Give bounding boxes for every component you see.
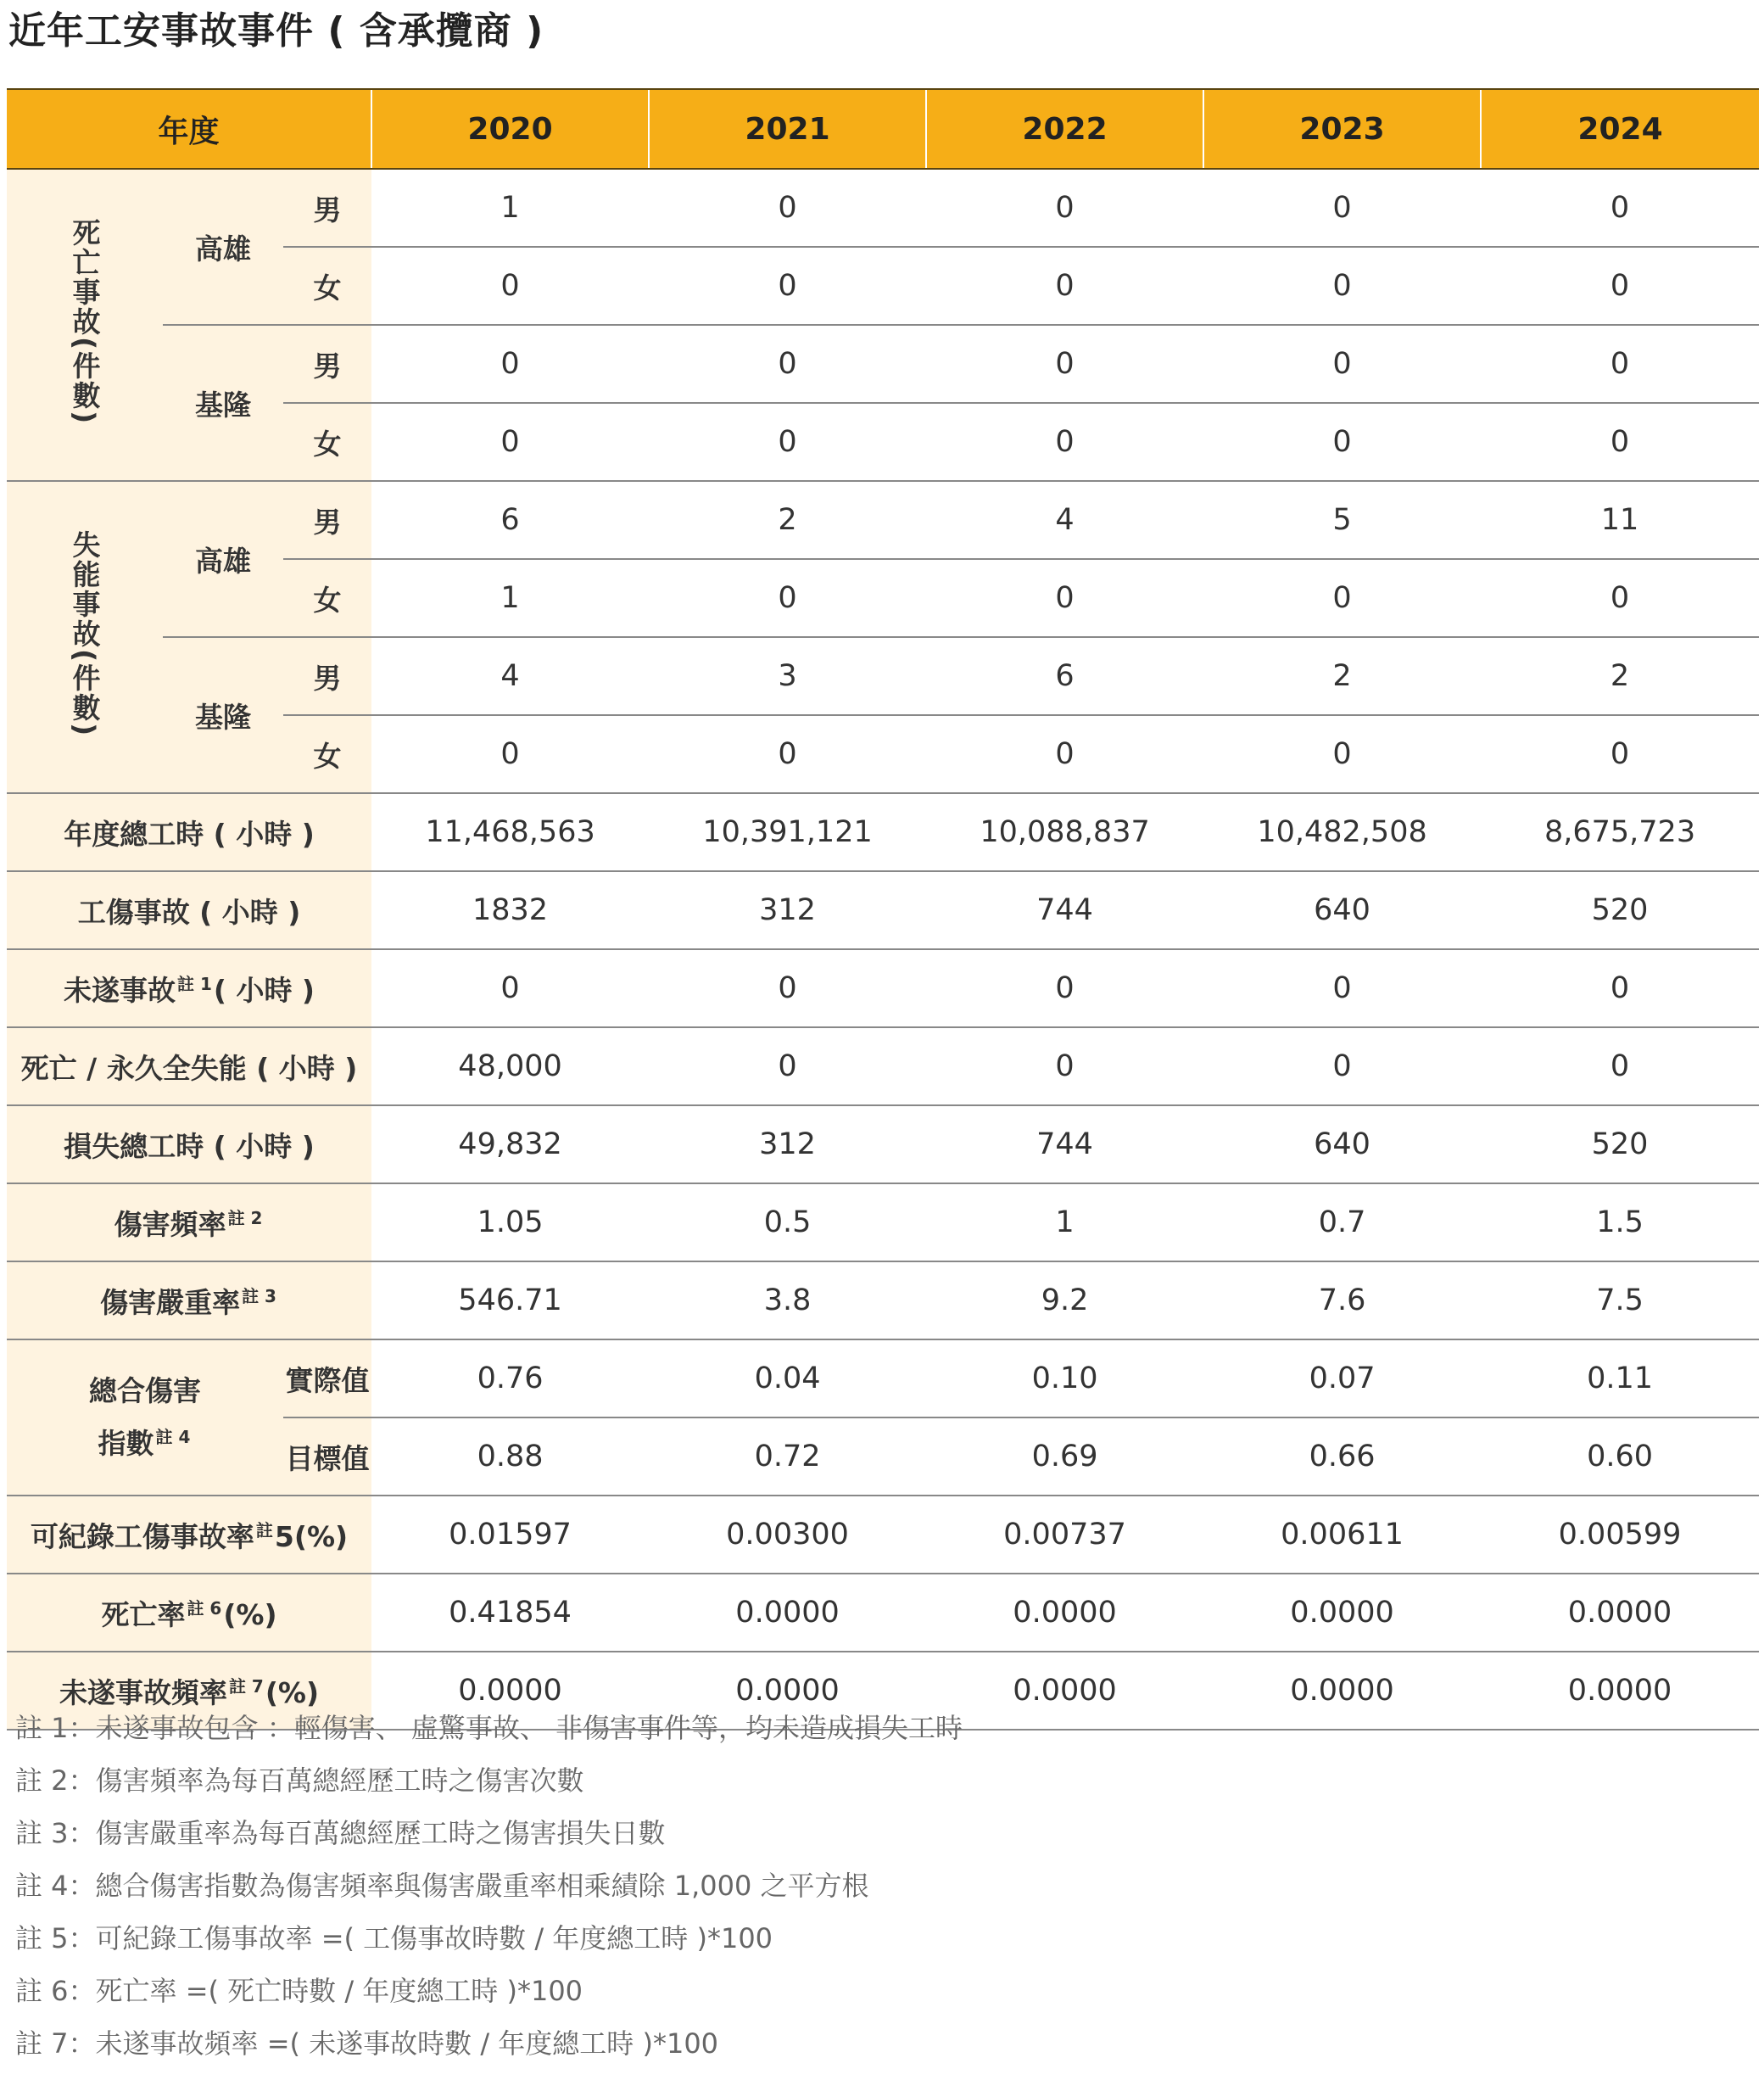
header-year: 2020 — [371, 89, 649, 169]
table-cell: 10,391,121 — [649, 793, 926, 871]
header-row — [7, 89, 1759, 169]
table-cell: 3 — [649, 637, 926, 715]
table-cell: 0.69 — [926, 1417, 1203, 1496]
table-cell: 0 — [926, 559, 1203, 637]
row-label — [7, 1261, 371, 1339]
table-cell: 1.05 — [371, 1183, 649, 1261]
table-cell: 744 — [926, 1105, 1203, 1183]
table-cell: 0 — [371, 715, 649, 793]
table-cell: 6 — [371, 481, 649, 559]
table-cell: 0 — [1203, 949, 1481, 1027]
table-cell: 3.8 — [649, 1261, 926, 1339]
table-cell: 0.72 — [649, 1417, 926, 1496]
table-cell: 0.0000 — [926, 1574, 1203, 1652]
table-cell: 11 — [1481, 481, 1759, 559]
table-cell: 0 — [1203, 559, 1481, 637]
footnote-ref: 註 3 — [242, 1285, 276, 1306]
row-label-unit: (%) — [223, 1597, 277, 1631]
table-cell: 10,482,508 — [1203, 793, 1481, 871]
footnote: 註 4：總合傷害指數為傷害頻率與傷害嚴重率相乘績除 1,000 之平方根 — [15, 1870, 869, 1902]
table-cell: 0 — [649, 559, 926, 637]
table-cell: 0.0000 — [649, 1652, 926, 1730]
table-cell: 0.11 — [1481, 1339, 1759, 1417]
gender-label: 女 — [283, 715, 371, 793]
row-label — [7, 1183, 371, 1261]
footnote: 註 6：死亡率 =( 死亡時數 / 年度總工時 )*100 — [15, 1975, 583, 2007]
table-cell: 0 — [1481, 247, 1759, 325]
table-cell: 0 — [1203, 247, 1481, 325]
gender-label: 男 — [283, 169, 371, 247]
table-cell: 1 — [371, 169, 649, 247]
gender-label: 男 — [283, 637, 371, 715]
table-row — [7, 481, 1759, 559]
table-cell: 0 — [371, 403, 649, 481]
table-cell: 4 — [926, 481, 1203, 559]
row-label-text: 可紀錄工傷事故率 — [30, 1519, 254, 1553]
table-cell: 744 — [926, 871, 1203, 949]
row-label: 死亡 / 永久全失能 ( 小時 ) — [7, 1027, 371, 1105]
table-cell: 312 — [649, 871, 926, 949]
table-cell: 0 — [926, 1027, 1203, 1105]
gender-label: 女 — [283, 247, 371, 325]
footnote-ref: 註 — [255, 1519, 273, 1540]
fsi-label — [7, 1339, 283, 1496]
table-cell: 0 — [371, 949, 649, 1027]
footnote-ref: 註 4 — [155, 1427, 191, 1447]
table-cell: 0 — [926, 715, 1203, 793]
table-cell: 0 — [1481, 403, 1759, 481]
row-label — [7, 1496, 371, 1574]
table-cell: 0.07 — [1203, 1339, 1481, 1417]
table-cell: 0 — [1481, 325, 1759, 403]
table-row — [7, 325, 1759, 403]
gender-label: 男 — [283, 481, 371, 559]
table-cell: 0.04 — [649, 1339, 926, 1417]
footnotes — [15, 1702, 963, 2070]
table-cell: 49,832 — [371, 1105, 649, 1183]
row-label-unit: (%) — [265, 1675, 320, 1709]
table-row — [7, 1105, 1759, 1183]
table-row — [7, 1261, 1759, 1339]
table-cell: 0 — [1481, 715, 1759, 793]
table-cell: 0 — [649, 247, 926, 325]
table-cell: 0.88 — [371, 1417, 649, 1496]
table-cell: 0 — [1481, 559, 1759, 637]
table-row — [7, 1574, 1759, 1652]
table-cell: 1 — [926, 1183, 1203, 1261]
header-year-label: 年度 — [7, 89, 371, 169]
table-cell: 0.00300 — [649, 1496, 926, 1574]
footnote: 註 1：未遂事故包含 ：輕傷害、 虛驚事故、 非傷害事件等，均未造成損失工時 — [15, 1712, 963, 1744]
header-year: 2023 — [1203, 89, 1481, 169]
table-cell: 11,468,563 — [371, 793, 649, 871]
footnote: 註 2：傷害頻率為每百萬總經歷工時之傷害次數 — [15, 1764, 584, 1797]
table-cell: 640 — [1203, 871, 1481, 949]
gender-label: 男 — [283, 325, 371, 403]
footnote-ref: 註 7 — [228, 1675, 264, 1697]
table-cell: 0 — [649, 169, 926, 247]
fsi-actual-label: 實際值 — [283, 1339, 371, 1417]
table-cell: 0 — [1203, 169, 1481, 247]
table-row — [7, 949, 1759, 1027]
table-cell: 312 — [649, 1105, 926, 1183]
table-cell: 1.5 — [1481, 1183, 1759, 1261]
footnote-ref: 註 6 — [187, 1597, 222, 1619]
table-cell: 0 — [371, 247, 649, 325]
table-cell: 0.0000 — [1481, 1574, 1759, 1652]
table-cell: 520 — [1481, 871, 1759, 949]
header-year: 2021 — [649, 89, 926, 169]
table-cell: 0 — [1203, 1027, 1481, 1105]
footnote-ref: 註 2 — [227, 1207, 263, 1228]
table-cell: 0.7 — [1203, 1183, 1481, 1261]
row-label — [7, 1574, 371, 1652]
table-cell: 0 — [1203, 715, 1481, 793]
table-cell: 0 — [1203, 325, 1481, 403]
row-label: 工傷事故 ( 小時 ) — [7, 871, 371, 949]
table-cell: 0 — [1481, 1027, 1759, 1105]
table-cell: 0 — [649, 1027, 926, 1105]
footnote: 註 5：可紀錄工傷事故率 =( 工傷事故時數 / 年度總工時 )*100 — [15, 1922, 773, 1954]
site-label: 高雄 — [163, 169, 283, 325]
table-cell: 0.00599 — [1481, 1496, 1759, 1574]
table-row — [7, 1496, 1759, 1574]
table-cell: 0.66 — [1203, 1417, 1481, 1496]
header-year: 2022 — [926, 89, 1203, 169]
table-cell: 0.10 — [926, 1339, 1203, 1417]
group-label-disabling — [7, 481, 163, 793]
site-label: 高雄 — [163, 481, 283, 637]
table-cell: 0.00737 — [926, 1496, 1203, 1574]
table-cell: 0.0000 — [926, 1652, 1203, 1730]
table-cell: 0 — [649, 949, 926, 1027]
table-cell: 0.0000 — [649, 1574, 926, 1652]
table-cell: 0.41854 — [371, 1574, 649, 1652]
table-cell: 7.5 — [1481, 1261, 1759, 1339]
table-cell: 4 — [371, 637, 649, 715]
table-row — [7, 637, 1759, 715]
table-cell: 6 — [926, 637, 1203, 715]
gender-label: 女 — [283, 559, 371, 637]
row-label-unit: 5(%) — [274, 1519, 349, 1553]
row-label-text: 傷害嚴重率 — [100, 1285, 241, 1319]
table-cell: 640 — [1203, 1105, 1481, 1183]
table-cell: 0.5 — [649, 1183, 926, 1261]
header-year: 2024 — [1481, 89, 1759, 169]
table-cell: 0 — [926, 949, 1203, 1027]
table-row — [7, 169, 1759, 247]
group-label-text: 死亡事故(件數) — [68, 217, 102, 426]
row-label: 損失總工時 ( 小時 ) — [7, 1105, 371, 1183]
table-cell: 546.71 — [371, 1261, 649, 1339]
table-cell: 0.01597 — [371, 1496, 649, 1574]
table-cell: 48,000 — [371, 1027, 649, 1105]
row-label — [7, 949, 371, 1027]
site-label: 基隆 — [163, 325, 283, 481]
table-cell: 0 — [649, 325, 926, 403]
table-cell: 0 — [649, 715, 926, 793]
row-label-text: 死亡率 — [101, 1597, 186, 1631]
page-title: 近年工安事故事件 ( 含承攬商 ) — [8, 9, 544, 53]
group-label-fatal — [7, 169, 163, 481]
table-cell: 0.0000 — [1203, 1574, 1481, 1652]
gender-label: 女 — [283, 403, 371, 481]
table-cell: 5 — [1203, 481, 1481, 559]
row-label-text: 傷害頻率 — [114, 1207, 226, 1241]
table-row — [7, 1339, 1759, 1417]
table-cell: 0 — [1481, 949, 1759, 1027]
table-cell: 7.6 — [1203, 1261, 1481, 1339]
table-row — [7, 1183, 1759, 1261]
table-cell: 0.0000 — [1203, 1652, 1481, 1730]
table-cell: 1832 — [371, 871, 649, 949]
table-row — [7, 793, 1759, 871]
fsi-label-line2: 指數 — [98, 1427, 154, 1460]
table-row — [7, 1027, 1759, 1105]
table-cell: 0 — [649, 403, 926, 481]
fsi-target-label: 目標值 — [283, 1417, 371, 1496]
row-label-unit: ( 小時 ) — [213, 973, 315, 1007]
table-cell: 0.0000 — [371, 1652, 649, 1730]
group-label-text: 失能事故(件數) — [68, 529, 102, 738]
table-cell: 2 — [1481, 637, 1759, 715]
table-cell: 0.76 — [371, 1339, 649, 1417]
row-label-text: 未遂事故 — [63, 973, 176, 1007]
table-cell: 0 — [1203, 403, 1481, 481]
table-cell: 520 — [1481, 1105, 1759, 1183]
row-label: 年度總工時 ( 小時 ) — [7, 793, 371, 871]
table-cell: 0 — [926, 403, 1203, 481]
table-cell: 10,088,837 — [926, 793, 1203, 871]
table-cell: 0 — [926, 169, 1203, 247]
fsi-label-line1: 總合傷害 — [89, 1374, 201, 1407]
row-label-text: 未遂事故頻率 — [59, 1675, 227, 1709]
table-cell: 9.2 — [926, 1261, 1203, 1339]
table-cell: 0.0000 — [1481, 1652, 1759, 1730]
table-cell: 0 — [926, 325, 1203, 403]
footnote: 註 3：傷害嚴重率為每百萬總經歷工時之傷害損失日數 — [15, 1817, 666, 1849]
footnote: 註 7：未遂事故頻率 =( 未遂事故時數 / 年度總工時 )*100 — [15, 2027, 719, 2060]
table-cell: 2 — [649, 481, 926, 559]
table-row — [7, 871, 1759, 949]
site-label: 基隆 — [163, 637, 283, 793]
table-cell: 0.60 — [1481, 1417, 1759, 1496]
table-cell: 0 — [371, 325, 649, 403]
table-cell: 0 — [926, 247, 1203, 325]
safety-incident-table — [7, 88, 1759, 1731]
table-cell: 0.00611 — [1203, 1496, 1481, 1574]
table-cell: 2 — [1203, 637, 1481, 715]
table-cell: 1 — [371, 559, 649, 637]
table-cell: 8,675,723 — [1481, 793, 1759, 871]
footnote-ref: 註 1 — [176, 973, 212, 994]
table-cell: 0 — [1481, 169, 1759, 247]
